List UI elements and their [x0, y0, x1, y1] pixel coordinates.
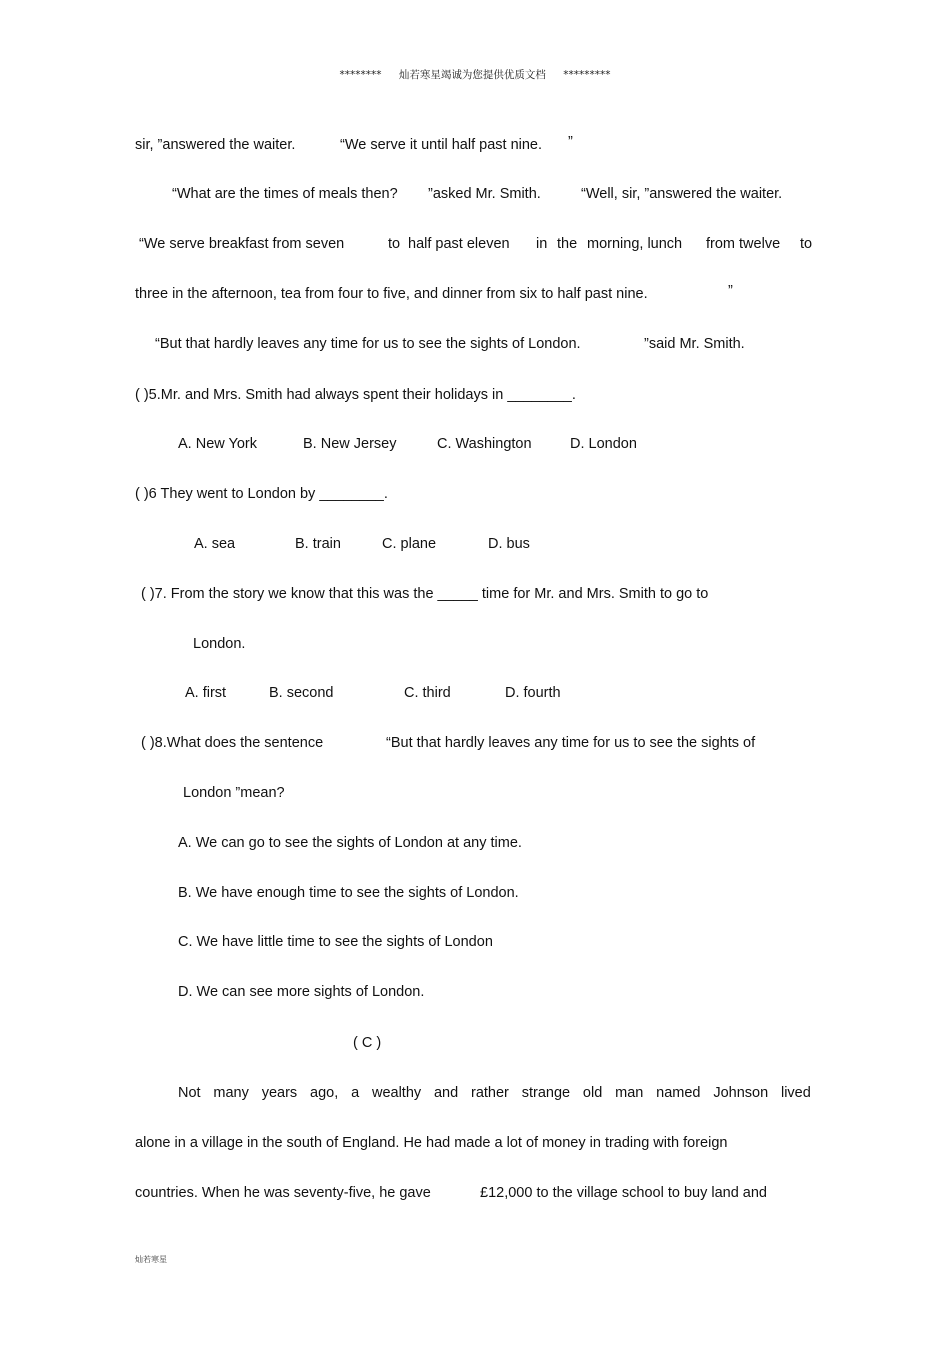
passage-line: “Well, sir, ”answered the waiter. — [581, 186, 783, 202]
section-c-line-2: alone in a village in the south of England. He had made a lot of money in trading with foreign — [135, 1135, 728, 1151]
q6-option-a: A. sea — [194, 536, 236, 552]
passage-line: ” — [568, 134, 573, 150]
page-header — [0, 67, 950, 82]
q5-option-d: D. London — [570, 436, 637, 452]
q6-option-c: C. plane — [382, 536, 437, 552]
passage-line: “What are the times of meals then? — [172, 186, 398, 202]
word: many — [213, 1085, 249, 1101]
q7-option-b: B. second — [269, 685, 334, 701]
q8-option-d: D. We can see more sights of London. — [178, 984, 425, 1000]
passage-line: “We serve breakfast from seven — [139, 236, 345, 252]
section-c-label: ( C ) — [353, 1035, 382, 1051]
passage-line: ”asked Mr. Smith. — [428, 186, 541, 202]
word: lived — [780, 1085, 811, 1101]
passage-line: the — [557, 236, 578, 252]
passage-line: from twelve — [706, 236, 781, 252]
word: man — [615, 1085, 644, 1101]
section-c-line-3: countries. When he was seventy-five, he gave — [135, 1185, 431, 1201]
question-5-stem: ( )5.Mr. and Mrs. Smith had always spent their holidays in ________. — [135, 387, 576, 403]
word: a — [351, 1085, 360, 1101]
passage-line: “But that hardly leaves any time for us to see the sights of London. — [155, 336, 581, 352]
passage-line: to — [800, 236, 813, 252]
passage-line: sir, ”answered the waiter. — [135, 137, 296, 153]
word: rather — [471, 1085, 509, 1101]
header-right-stars: ********* — [563, 69, 611, 81]
section-c-line-3b: £12,000 to the village school to buy land and — [480, 1185, 767, 1201]
question-7-stem: ( )7. From the story we know that this was the _____ time for Mr. and Mrs. Smith to go to — [141, 586, 709, 602]
passage-line: morning, lunch — [587, 236, 683, 252]
q8-option-b: B. We have enough time to see the sights of London. — [178, 885, 519, 901]
question-8-continuation: London ”mean? — [183, 785, 285, 801]
passage-line: three in the afternoon, tea from four to five, and dinner from six to half past nine. — [135, 286, 648, 302]
q7-option-c: C. third — [404, 685, 451, 701]
passage-line: half past eleven — [408, 236, 510, 252]
q6-option-d: D. bus — [488, 536, 530, 552]
word: old — [582, 1085, 603, 1101]
word: and — [433, 1085, 459, 1101]
q6-option-b: B. train — [295, 536, 341, 552]
q8-option-a: A. We can go to see the sights of London at any time. — [178, 835, 522, 851]
q5-option-c: C. Washington — [437, 436, 532, 452]
word: Johnson — [713, 1085, 769, 1101]
question-8-stem-quote: “But that hardly leaves any time for us to see the sights of — [386, 735, 756, 751]
q7-option-d: D. fourth — [505, 685, 561, 701]
passage-line: “We serve it until half past nine. — [340, 137, 543, 153]
word: strange — [521, 1085, 571, 1101]
word: Not — [178, 1085, 201, 1101]
passage-line: to — [388, 236, 401, 252]
word: years — [261, 1085, 298, 1101]
question-6-stem: ( )6 They went to London by ________. — [135, 486, 388, 502]
passage-line: ” — [728, 283, 733, 299]
header-text: 灿若寒星竭诚为您提供优质文档 — [398, 69, 546, 81]
passage-line: in — [536, 236, 548, 252]
word: wealthy — [371, 1085, 422, 1101]
word: ago, — [310, 1085, 339, 1101]
q7-option-a: A. first — [185, 685, 227, 701]
question-7-continuation: London. — [193, 636, 246, 652]
page-footer: 灿若寒星 — [135, 1255, 167, 1264]
question-8-stem: ( )8.What does the sentence — [141, 735, 324, 751]
word: named — [656, 1085, 701, 1101]
q8-option-c: C. We have little time to see the sights of London — [178, 934, 493, 950]
q5-option-b: B. New Jersey — [303, 436, 397, 452]
section-c-line-1 — [178, 1084, 811, 1102]
q5-option-a: A. New York — [178, 436, 257, 452]
header-left-stars: ******** — [339, 69, 382, 81]
passage-line: ”said Mr. Smith. — [644, 336, 745, 352]
